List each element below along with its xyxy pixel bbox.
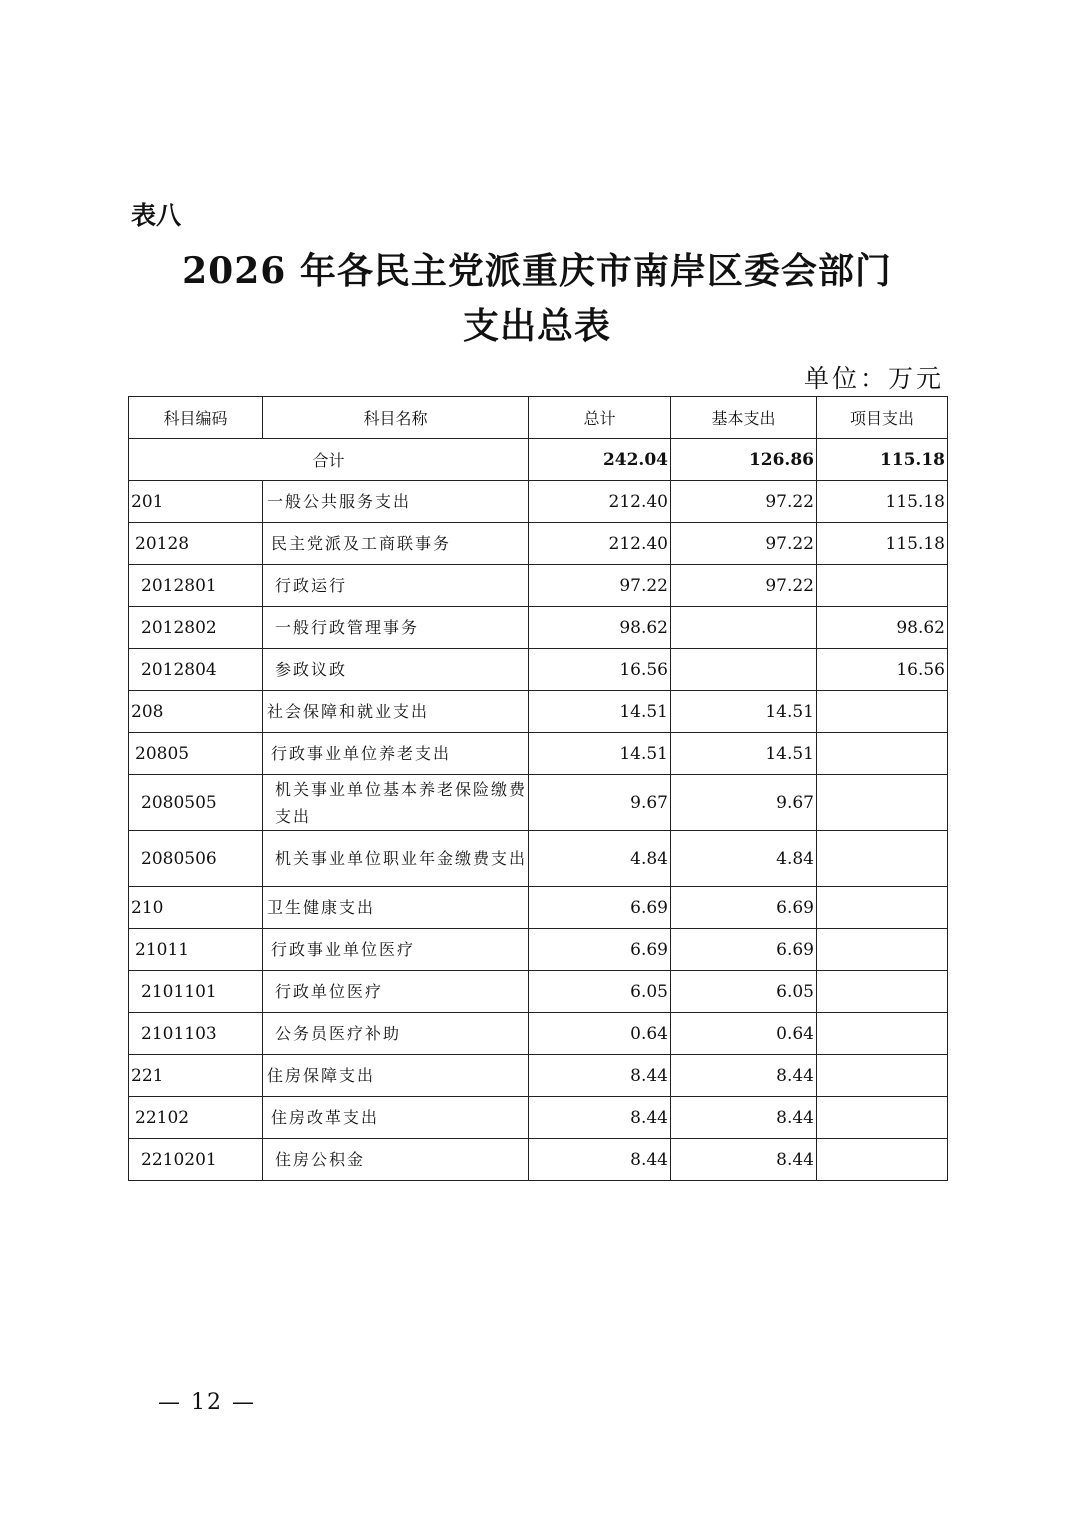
row-project (817, 887, 948, 929)
row-name: 一般行政管理事务 (263, 607, 529, 649)
row-basic: 14.51 (671, 733, 817, 775)
total-row (129, 439, 948, 481)
row-name: 住房保障支出 (263, 1055, 529, 1097)
row-total: 14.51 (529, 691, 671, 733)
table-row (129, 971, 948, 1013)
page-title-line2: 支出总表 (462, 305, 611, 347)
row-total: 9.67 (529, 775, 671, 831)
row-code: 221 (129, 1055, 263, 1097)
row-basic: 97.22 (671, 481, 817, 523)
row-code: 2012801 (129, 565, 263, 607)
row-basic: 6.05 (671, 971, 817, 1013)
row-code: 2012804 (129, 649, 263, 691)
table-row (129, 887, 948, 929)
row-basic (671, 649, 817, 691)
page-title-line1: 2026 年各民主党派重庆市南岸区委会部门 (182, 250, 892, 292)
table-number: 表八 (131, 201, 182, 230)
row-code: 201 (129, 481, 263, 523)
row-code: 210 (129, 887, 263, 929)
unit-label: 单位：万元 (803, 364, 944, 393)
table-row (129, 775, 948, 831)
row-total: 4.84 (529, 831, 671, 887)
row-code: 2101101 (129, 971, 263, 1013)
row-project (817, 733, 948, 775)
row-basic: 9.67 (671, 775, 817, 831)
total-project: 115.18 (817, 439, 948, 481)
table-row (129, 831, 948, 887)
header-basic: 基本支出 (671, 397, 817, 439)
row-basic: 4.84 (671, 831, 817, 887)
row-total: 6.69 (529, 929, 671, 971)
table-row (129, 1097, 948, 1139)
row-project (817, 691, 948, 733)
row-basic: 8.44 (671, 1139, 817, 1181)
row-name: 社会保障和就业支出 (263, 691, 529, 733)
table-row (129, 565, 948, 607)
table-row (129, 607, 948, 649)
row-total: 14.51 (529, 733, 671, 775)
row-project: 115.18 (817, 523, 948, 565)
row-name: 行政事业单位医疗 (263, 929, 529, 971)
row-code: 20128 (129, 523, 263, 565)
header-total: 总计 (529, 397, 671, 439)
row-code: 21011 (129, 929, 263, 971)
row-name: 参政议政 (263, 649, 529, 691)
row-project (817, 565, 948, 607)
row-code: 2012802 (129, 607, 263, 649)
row-name: 行政事业单位养老支出 (263, 733, 529, 775)
table-row (129, 929, 948, 971)
row-code: 2080506 (129, 831, 263, 887)
row-name: 行政运行 (263, 565, 529, 607)
row-basic: 97.22 (671, 565, 817, 607)
row-total: 212.40 (529, 523, 671, 565)
row-name: 行政单位医疗 (263, 971, 529, 1013)
row-total: 0.64 (529, 1013, 671, 1055)
row-name: 公务员医疗补助 (263, 1013, 529, 1055)
row-basic: 97.22 (671, 523, 817, 565)
table-row (129, 481, 948, 523)
row-code: 2080505 (129, 775, 263, 831)
row-name: 机关事业单位基本养老保险缴费支出 (263, 775, 529, 831)
row-total: 212.40 (529, 481, 671, 523)
row-project (817, 971, 948, 1013)
row-project (817, 1139, 948, 1181)
row-name: 民主党派及工商联事务 (263, 523, 529, 565)
row-project: 16.56 (817, 649, 948, 691)
row-basic: 6.69 (671, 887, 817, 929)
table-header-row (129, 397, 948, 439)
row-code: 2101103 (129, 1013, 263, 1055)
header-project: 项目支出 (817, 397, 948, 439)
row-project: 98.62 (817, 607, 948, 649)
row-basic: 8.44 (671, 1097, 817, 1139)
row-total: 8.44 (529, 1097, 671, 1139)
row-name: 一般公共服务支出 (263, 481, 529, 523)
row-total: 6.69 (529, 887, 671, 929)
row-project (817, 1013, 948, 1055)
table-row (129, 733, 948, 775)
row-total: 16.56 (529, 649, 671, 691)
total-basic: 126.86 (671, 439, 817, 481)
row-basic: 14.51 (671, 691, 817, 733)
header-name: 科目名称 (263, 397, 529, 439)
row-code: 22102 (129, 1097, 263, 1139)
table-row (129, 691, 948, 733)
row-basic: 8.44 (671, 1055, 817, 1097)
expenditure-table (128, 396, 948, 1181)
row-code: 208 (129, 691, 263, 733)
row-project: 115.18 (817, 481, 948, 523)
row-name: 住房改革支出 (263, 1097, 529, 1139)
row-basic: 6.69 (671, 929, 817, 971)
row-total: 8.44 (529, 1139, 671, 1181)
header-code: 科目编码 (129, 397, 263, 439)
table-row (129, 1055, 948, 1097)
row-name: 机关事业单位职业年金缴费支出 (263, 831, 529, 887)
row-name: 卫生健康支出 (263, 887, 529, 929)
row-project (817, 1055, 948, 1097)
row-basic (671, 607, 817, 649)
row-project (817, 929, 948, 971)
row-project (817, 831, 948, 887)
row-total: 98.62 (529, 607, 671, 649)
total-label: 合计 (129, 439, 529, 481)
row-total: 8.44 (529, 1055, 671, 1097)
page-number: — 12 — (158, 1390, 256, 1415)
table-row (129, 523, 948, 565)
row-code: 2210201 (129, 1139, 263, 1181)
table-row (129, 1013, 948, 1055)
row-project (817, 1097, 948, 1139)
row-code: 20805 (129, 733, 263, 775)
table-row (129, 1139, 948, 1181)
row-basic: 0.64 (671, 1013, 817, 1055)
row-name: 住房公积金 (263, 1139, 529, 1181)
row-total: 97.22 (529, 565, 671, 607)
total-total: 242.04 (529, 439, 671, 481)
table-row (129, 649, 948, 691)
row-project (817, 775, 948, 831)
row-total: 6.05 (529, 971, 671, 1013)
